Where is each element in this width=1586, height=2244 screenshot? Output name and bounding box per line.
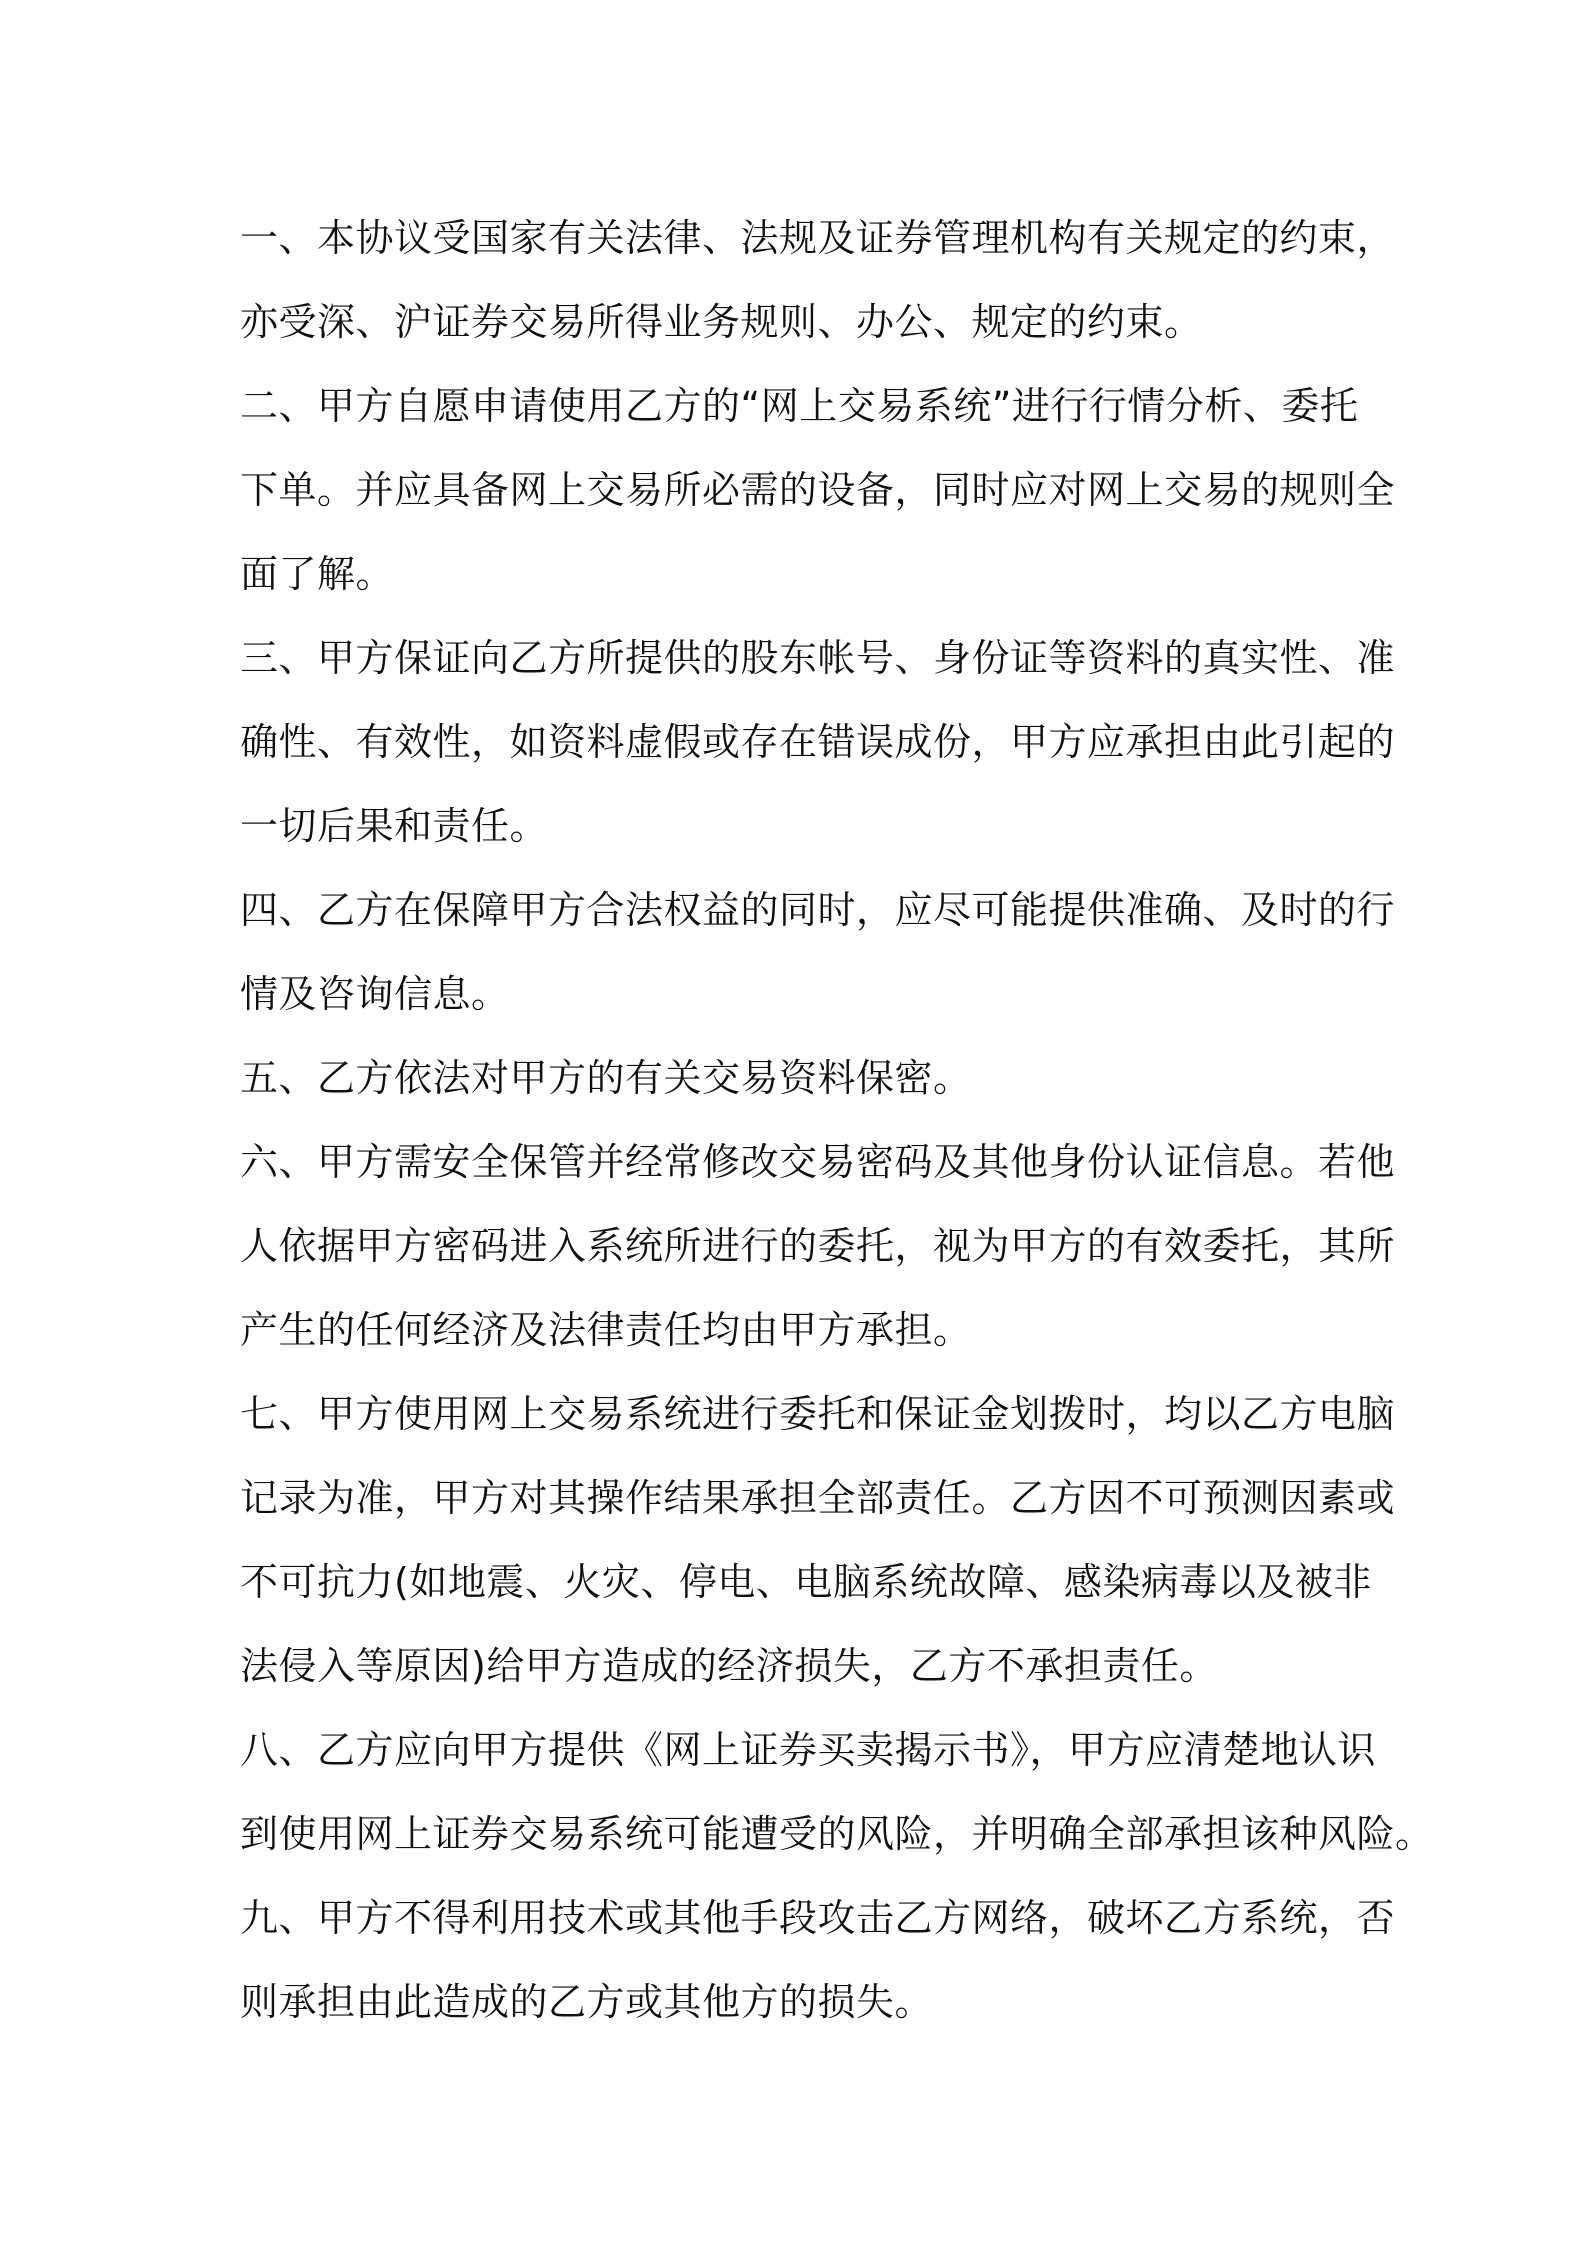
clause-line: 产生的任何经济及法律责任均由甲方承担。: [240, 1308, 972, 1352]
clause-line: 九、甲方不得利用技术或其他手段攻击乙方网络，破坏乙方系统，否: [240, 1896, 1396, 1940]
clause-8: [240, 1708, 1434, 1876]
clause-line: 记录为准，甲方对其操作结果承担全部责任。乙方因不可预测因素或: [240, 1476, 1396, 1520]
clause-3: [240, 616, 1396, 868]
clause-line: 亦受深、沪证券交易所得业务规则、办公、规定的约束。: [240, 300, 1203, 344]
clause-line: 确性、有效性，如资料虚假或存在错误成份，甲方应承担由此引起的: [240, 720, 1396, 764]
clause-line: 七、甲方使用网上交易系统进行委托和保证金划拨时，均以乙方电脑: [240, 1392, 1396, 1436]
clause-line: 五、乙方依法对甲方的有关交易资料保密。: [240, 1056, 972, 1100]
clause-5: [240, 1036, 1370, 1120]
clause-line: 三、甲方保证向乙方所提供的股东帐号、身份证等资料的真实性、准: [240, 636, 1396, 680]
clause-line: 面了解。: [240, 552, 395, 596]
clause-line: 情及咨询信息。: [240, 972, 510, 1016]
clause-line: 一、本协议受国家有关法律、法规及证券管理机构有关规定的约束，: [240, 216, 1396, 260]
clause-line: 四、乙方在保障甲方合法权益的同时，应尽可能提供准确、及时的行: [240, 888, 1396, 932]
clause-line: 下单。并应具备网上交易所必需的设备，同时应对网上交易的规则全: [240, 468, 1396, 512]
clause-line: 则承担由此造成的乙方或其他方的损失。: [240, 1980, 934, 2024]
clause-6: [240, 1120, 1396, 1372]
agreement-body: [240, 196, 1434, 2044]
clause-line: 到使用网上证券交易系统可能遭受的风险，并明确全部承担该种风险。: [240, 1812, 1434, 1856]
clause-4: [240, 868, 1396, 1036]
clause-line: 二、甲方自愿申请使用乙方的“网上交易系统”进行行情分析、委托: [240, 384, 1359, 428]
clause-7: [240, 1372, 1396, 1708]
clause-line: 不可抗力(如地震、火灾、停电、电脑系统故障、感染病毒以及被非: [240, 1560, 1372, 1604]
clause-line: 六、甲方需安全保管并经常修改交易密码及其他身份认证信息。若他: [240, 1140, 1396, 1184]
clause-2: [240, 364, 1396, 616]
clause-line: 人依据甲方密码进入系统所进行的委托，视为甲方的有效委托，其所: [240, 1224, 1396, 1268]
clause-9: [240, 1876, 1396, 2044]
clause-line: 八、乙方应向甲方提供《网上证券买卖揭示书》，甲方应清楚地认识: [240, 1728, 1377, 1772]
clause-line: 法侵入等原因)给甲方造成的经济损失，乙方不承担责任。: [240, 1644, 1218, 1688]
clause-1: [240, 196, 1396, 364]
clause-line: 一切后果和责任。: [240, 804, 549, 848]
